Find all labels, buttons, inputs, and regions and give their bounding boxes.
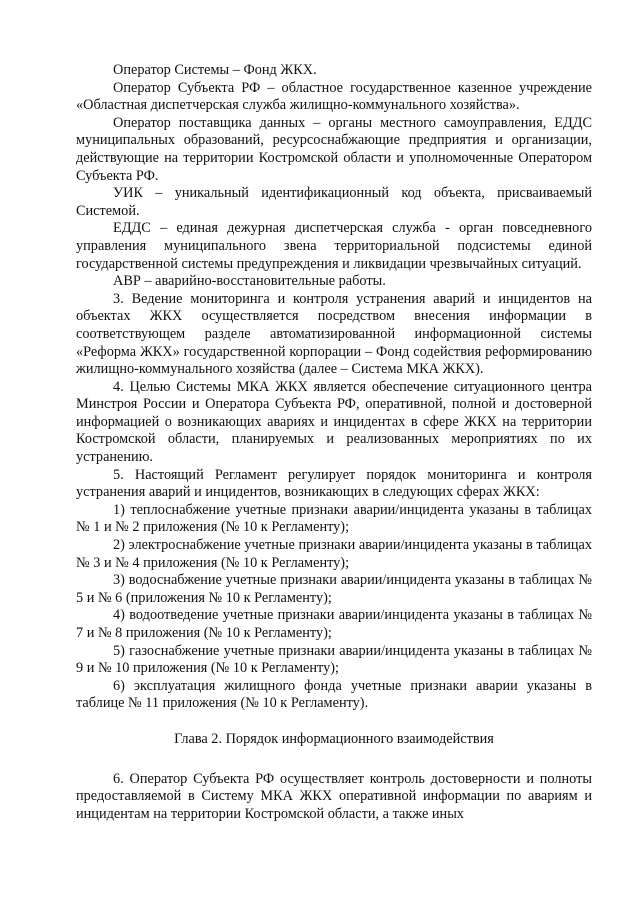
- list-item-heat-supply: 1) теплоснабжение учетные признаки аварии/инцидента указаны в таблицах № 1 и № 2 приложения (№ 10 к Регламенту);: [76, 501, 592, 536]
- paragraph-item-5: 5. Настоящий Регламент регулирует порядок мониторинга и контроля устранения аварий и инцидентов, возникающих в следующих сферах ЖКХ:: [76, 466, 592, 501]
- list-item-gas-supply: 5) газоснабжение учетные признаки аварии/инцидента указаны в таблицах № 9 и № 10 приложения (№ 10 к Регламенту);: [76, 642, 592, 677]
- paragraph-avr-definition: АВР – аварийно-восстановительные работы.: [113, 273, 386, 290]
- list-item-water-supply: 3) водоснабжение учетные признаки аварии/инцидента указаны в таблицах № 5 и № 6 (приложения № 10 к Регламенту);: [76, 572, 592, 606]
- paragraph-data-provider-operator: Оператор поставщика данных – органы местного самоуправления, ЕДДС муниципальных образований, ресурсоснабжающие предприятия и организации, действующие на территории Костромской области и уполномоченные Оператором Субъекта РФ.: [76, 114, 592, 184]
- paragraph-item-6: 6. Оператор Субъекта РФ осуществляет контроль достоверности и полноты предоставляемой в Систему МКА ЖКХ оперативной информации по авариям и инцидентам на территории Костромской области, а также иных: [76, 770, 592, 822]
- paragraph-item-3: 3. Ведение мониторинга и контроля устранения аварий и инцидентов на объектах ЖКХ осуществляется посредством внесения информации в соответствующем разделе автоматизированной информационной системы «Реформа ЖКХ» государственной корпорации – Фонд содействия реформированию жилищно-коммунального хозяйства (далее – Система МКА ЖКХ).: [76, 290, 592, 378]
- chapter-heading: Глава 2. Порядок информационного взаимодействия: [174, 730, 494, 747]
- list-item-housing-operation: 6) эксплуатация жилищного фонда учетные признаки аварии указаны в таблице № 11 приложения (№ 10 к Регламенту).: [76, 677, 592, 712]
- paragraph-system-operator: Оператор Системы – Фонд ЖКХ.: [113, 62, 317, 78]
- paragraph-uik-definition: УИК – уникальный идентификационный код объекта, присваиваемый Системой.: [76, 185, 592, 219]
- paragraph-item-4: 4. Целью Системы МКА ЖКХ является обеспечение ситуационного центра Минстроя России и Оператора Субъекта РФ, оперативной, полной и достоверной информацией о возникающих авариях и инцидентах в сфере ЖКХ на территории Костромской области, планируемых и реализованных мероприятиях по их устранению.: [76, 378, 592, 466]
- list-item-power-supply: 2) электроснабжение учетные признаки аварии/инцидента указаны в таблицах № 3 и № 4 приложения (№ 10 к Регламенту);: [76, 537, 592, 571]
- paragraph-edds-definition: ЕДДС – единая дежурная диспетчерская служба - орган повседневного управления муниципального звена территориальной подсистемы единой государственной системы предупреждения и ликвидации чрезвычайных ситуаций.: [76, 220, 592, 272]
- document-body: [76, 62, 592, 823]
- paragraph-subject-operator: Оператор Субъекта РФ – областное государственное казенное учреждение «Областная диспетчерская служба жилищно-коммунального хозяйства».: [76, 79, 592, 114]
- list-item-water-disposal: 4) водоотведение учетные признаки аварии/инцидента указаны в таблицах № 7 и № 8 приложения (№ 10 к Регламенту);: [76, 607, 592, 641]
